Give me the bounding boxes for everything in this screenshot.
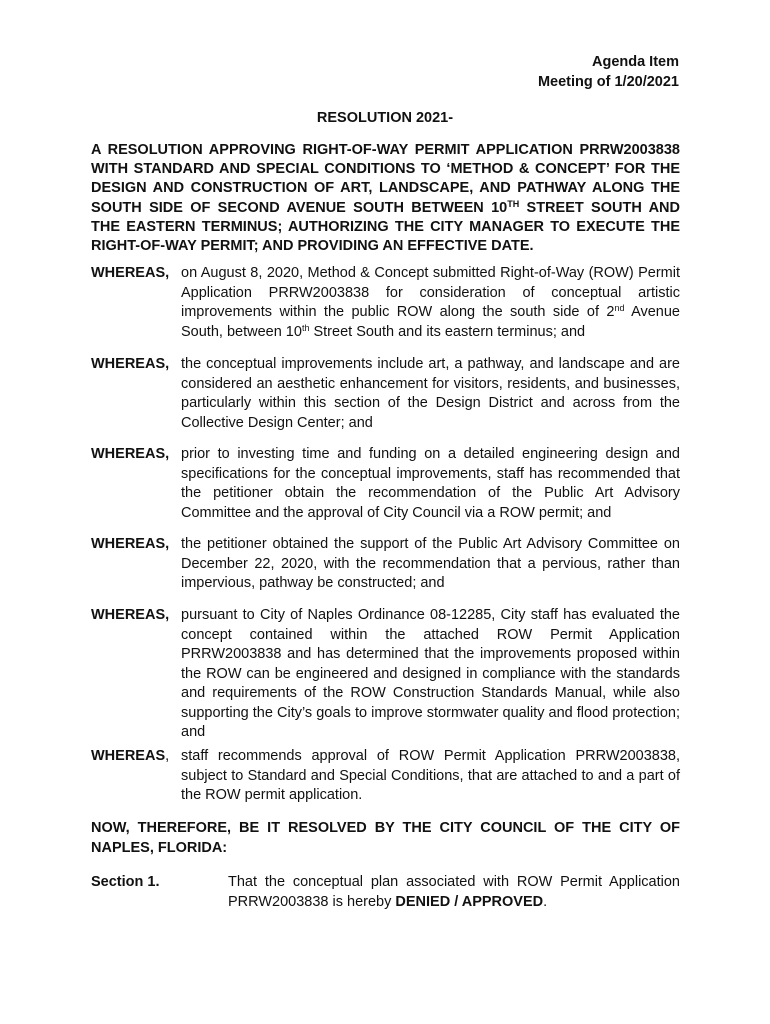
whereas-label: WHEREAS, xyxy=(91,607,170,623)
now-therefore-clause: NOW, THEREFORE, BE IT RESOLVED BY THE CITY COUNCIL OF THE CITY OF NAPLES, FLORIDA: xyxy=(91,820,680,856)
title-part-2: STREET SOUTH AND THE EASTERN TERMINUS; AUTHORIZING THE CITY MANAGER TO EXECUTE THE RIGHT-OF-WAY PERMIT; AND PROVIDING AN EFFECTIVE DATE. xyxy=(91,199,680,255)
whereas-clause-2 xyxy=(91,355,680,433)
title-part-1: A RESOLUTION APPROVING RIGHT-OF-WAY PERMIT APPLICATION PRRW2003838 WITH STANDARD AND SPECIAL CONDITIONS TO ‘METHOD & CONCEPT’ FOR THE DESIGN AND CONSTRUCTION OF ART, LANDSCAPE, AND PATHWAY ALONG THE SOUTH SIDE OF SECOND AVENUE SOUTH BETWEEN 10 xyxy=(91,142,680,216)
title-superscript: TH xyxy=(507,198,520,209)
whereas-clause-3 xyxy=(91,445,680,523)
agenda-header xyxy=(538,52,679,92)
whereas-label: WHEREAS, xyxy=(91,265,170,281)
section-1 xyxy=(91,873,680,912)
section-label: Section 1. xyxy=(91,874,160,890)
whereas-label: WHEREAS, xyxy=(91,446,170,462)
whereas-text: prior to investing time and funding on a detailed engineering design and specifications for the conceptual improvements, staff has recommended that the petitioner obtain the recommendation of the Public Art Advisory Committee and the approval of City Council via a ROW permit; and xyxy=(181,446,680,521)
agenda-item-label: Agenda Item xyxy=(591,54,679,70)
decision-text: DENIED / APPROVED xyxy=(395,893,544,910)
resolution-title xyxy=(91,141,680,256)
section-text: That the conceptual plan associated with ROW Permit Application PRRW2003838 is hereby DENIED / APPROVED. xyxy=(228,874,680,910)
whereas-text: the petitioner obtained the support of the Public Art Advisory Committee on December 22, 2020, with the recommendation that a pervious, rather than impervious, pathway be constructed; and xyxy=(181,536,680,591)
whereas-clause-6 xyxy=(91,747,680,806)
whereas-clause-4 xyxy=(91,535,680,594)
whereas-text: staff recommends approval of ROW Permit Application PRRW2003838, subject to Standard and Special Conditions, that are attached to and a part of the ROW permit application. xyxy=(181,748,680,803)
whereas-label: WHEREAS, xyxy=(91,748,170,764)
whereas-text: the conceptual improvements include art, a pathway, and landscape and are considered an aesthetic enhancement for visitors, residents, and businesses, particularly within this section of the Design District and across from the Collective Design Center; and xyxy=(181,356,680,431)
whereas-text: pursuant to City of Naples Ordinance 08-12285, City staff has evaluated the concept contained within the attached ROW Permit Application PRRW2003838 and has determined that the improvements proposed within the ROW can be engineered and designed in compliance with the standards and requirements of the ROW Construction Standards Manual, while also supporting the City’s goals to improve stormwater quality and flood protection; and xyxy=(181,607,680,740)
whereas-clause-5 xyxy=(91,606,680,743)
resolution-number: RESOLUTION 2021- xyxy=(316,110,454,126)
whereas-text: on August 8, 2020, Method & Concept submitted Right-of-Way (ROW) Permit Application PRRW2003838 for consideration of conceptual artistic improvements within the public ROW along the south side of 2nd Avenue South, between 10th Street South and its eastern terminus; and xyxy=(181,265,680,340)
meeting-date: Meeting of 1/20/2021 xyxy=(537,74,679,90)
whereas-clause-1 xyxy=(91,264,680,342)
whereas-label: WHEREAS, xyxy=(91,536,170,552)
whereas-label: WHEREAS, xyxy=(91,356,170,372)
